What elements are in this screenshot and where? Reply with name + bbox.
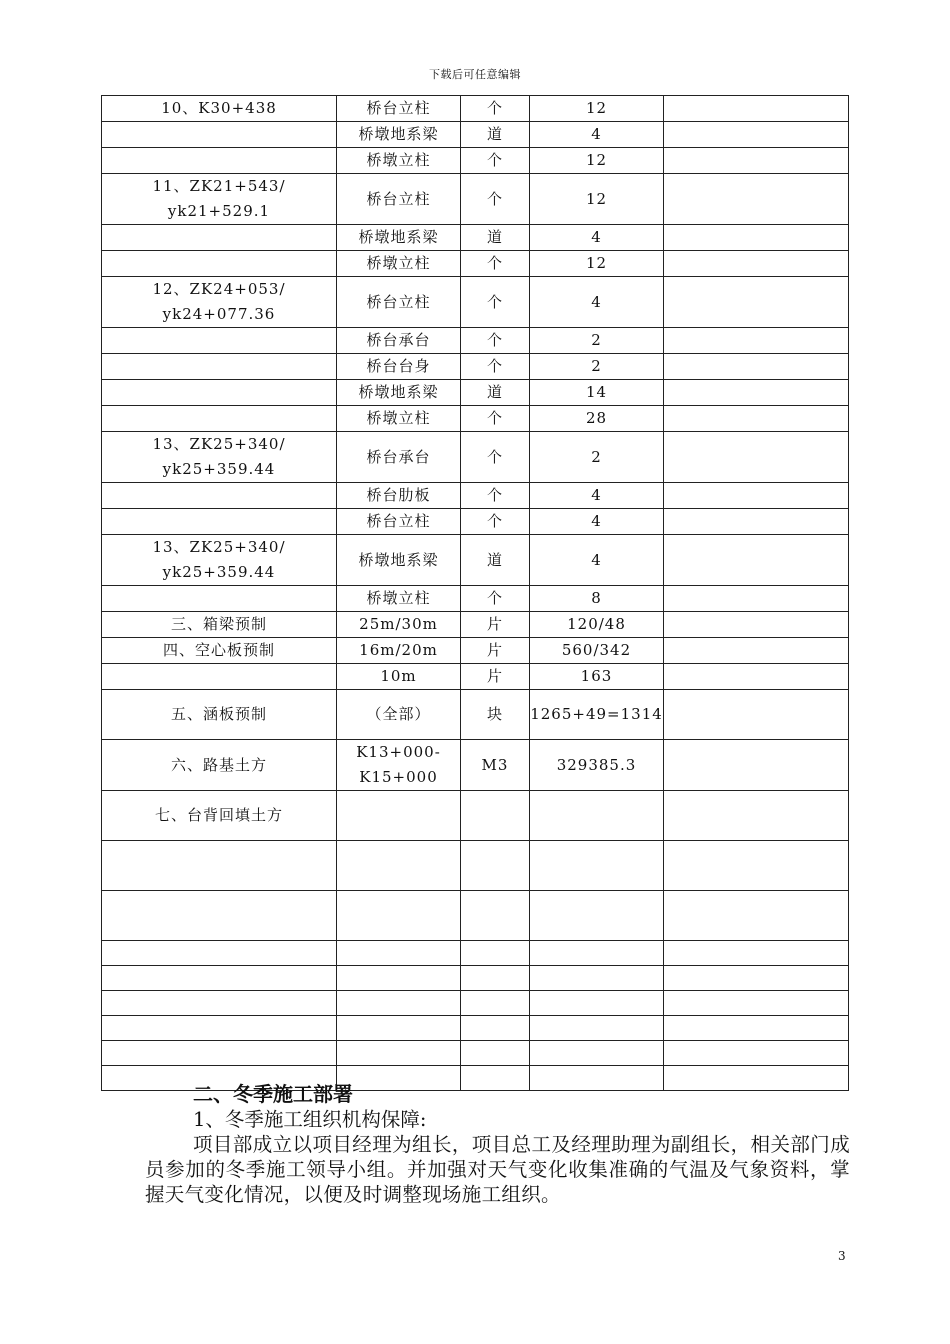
unit-cell: 道 <box>461 380 530 406</box>
quantity-cell: 12 <box>530 96 664 122</box>
quantity-cell: 4 <box>530 225 664 251</box>
table-row <box>102 638 849 664</box>
unit-cell: 个 <box>461 432 530 483</box>
unit-cell: 片 <box>461 612 530 638</box>
item-cell <box>102 328 337 354</box>
unit-cell <box>461 841 530 891</box>
table-row <box>102 406 849 432</box>
remark-cell <box>664 991 849 1016</box>
item-cell <box>102 354 337 380</box>
table-row <box>102 841 849 891</box>
quantity-cell: 163 <box>530 664 664 690</box>
remark-cell <box>664 690 849 740</box>
page-header-note: 下载后可任意编辑 <box>429 68 521 81</box>
table-row <box>102 380 849 406</box>
quantity-cell <box>530 841 664 891</box>
item-cell: 10、K30+438 <box>102 96 337 122</box>
table-row <box>102 740 849 791</box>
unit-cell: 块 <box>461 690 530 740</box>
remark-cell <box>664 1016 849 1041</box>
table-row <box>102 941 849 966</box>
remark-cell <box>664 225 849 251</box>
unit-cell: 个 <box>461 148 530 174</box>
unit-cell: 个 <box>461 96 530 122</box>
table-body <box>102 96 849 1091</box>
table-row <box>102 891 849 941</box>
component-cell: 桥台肋板 <box>337 483 461 509</box>
quantity-cell: 2 <box>530 328 664 354</box>
quantity-cell: 4 <box>530 277 664 328</box>
item-cell <box>102 1041 337 1066</box>
quantity-cell: 4 <box>530 509 664 535</box>
component-cell <box>337 966 461 991</box>
remark-cell <box>664 586 849 612</box>
remark-cell <box>664 328 849 354</box>
quantity-cell <box>530 1016 664 1041</box>
section-heading: 二、冬季施工部署 <box>193 1082 353 1106</box>
remark-cell <box>664 841 849 891</box>
item-cell <box>102 225 337 251</box>
item-cell: 11、ZK21+543/ yk21+529.1 <box>102 174 337 225</box>
component-cell <box>337 1041 461 1066</box>
remark-cell <box>664 277 849 328</box>
table-row <box>102 122 849 148</box>
unit-cell <box>461 1041 530 1066</box>
unit-cell: 个 <box>461 406 530 432</box>
item-cell <box>102 991 337 1016</box>
unit-cell: 个 <box>461 586 530 612</box>
item-cell <box>102 941 337 966</box>
item-cell <box>102 891 337 941</box>
component-cell: 桥墩地系梁 <box>337 225 461 251</box>
remark-cell <box>664 483 849 509</box>
table-row <box>102 148 849 174</box>
remark-cell <box>664 406 849 432</box>
component-cell: 25m/30m <box>337 612 461 638</box>
remark-cell <box>664 509 849 535</box>
quantity-cell: 2 <box>530 354 664 380</box>
item-cell: 六、路基土方 <box>102 740 337 791</box>
remark-cell <box>664 174 849 225</box>
table-row <box>102 328 849 354</box>
component-cell <box>337 941 461 966</box>
quantity-cell: 28 <box>530 406 664 432</box>
component-cell: 桥台立柱 <box>337 509 461 535</box>
component-cell: 桥台承台 <box>337 432 461 483</box>
table-row <box>102 690 849 740</box>
quantity-cell <box>530 1041 664 1066</box>
quantity-cell: 4 <box>530 535 664 586</box>
remark-cell <box>664 791 849 841</box>
component-cell: 桥墩地系梁 <box>337 535 461 586</box>
component-cell: 桥台立柱 <box>337 96 461 122</box>
component-cell <box>337 891 461 941</box>
table-row <box>102 509 849 535</box>
unit-cell: 个 <box>461 354 530 380</box>
component-cell <box>337 841 461 891</box>
construction-quantity-table <box>101 95 849 1091</box>
unit-cell: 个 <box>461 251 530 277</box>
quantity-cell: 2 <box>530 432 664 483</box>
table-row <box>102 586 849 612</box>
table-row <box>102 612 849 638</box>
unit-cell: 个 <box>461 277 530 328</box>
component-cell: 桥台立柱 <box>337 174 461 225</box>
item-cell: 13、ZK25+340/ yk25+359.44 <box>102 432 337 483</box>
unit-cell <box>461 966 530 991</box>
component-cell: 16m/20m <box>337 638 461 664</box>
item-cell <box>102 966 337 991</box>
sub-heading: 1、冬季施工组织机构保障: <box>193 1108 427 1131</box>
unit-cell: 个 <box>461 174 530 225</box>
item-cell <box>102 841 337 891</box>
item-cell: 七、台背回填土方 <box>102 791 337 841</box>
quantity-cell: 1265+49=1314 <box>530 690 664 740</box>
remark-cell <box>664 535 849 586</box>
quantity-cell: 560/342 <box>530 638 664 664</box>
table-row <box>102 354 849 380</box>
item-cell <box>102 406 337 432</box>
unit-cell <box>461 891 530 941</box>
body-paragraph: 项目部成立以项目经理为组长，项目总工及经理助理为副组长，相关部门成员参加的冬季施工领导小组。并加强对天气变化收集准确的气温及气象资料，掌握天气变化情况，以便及时调整现场施工组织。 <box>145 1133 850 1206</box>
component-cell: 桥台立柱 <box>337 277 461 328</box>
unit-cell: 道 <box>461 225 530 251</box>
component-cell: 桥墩立柱 <box>337 251 461 277</box>
component-cell: 桥墩地系梁 <box>337 380 461 406</box>
item-cell <box>102 122 337 148</box>
table-row <box>102 966 849 991</box>
table-row <box>102 483 849 509</box>
table-row <box>102 225 849 251</box>
unit-cell <box>461 791 530 841</box>
page-number: 3 <box>838 1249 846 1263</box>
component-cell <box>337 791 461 841</box>
table-row <box>102 991 849 1016</box>
table-row <box>102 174 849 225</box>
unit-cell: 片 <box>461 638 530 664</box>
table-row <box>102 251 849 277</box>
remark-cell <box>664 251 849 277</box>
unit-cell <box>461 941 530 966</box>
remark-cell <box>664 664 849 690</box>
unit-cell: 个 <box>461 509 530 535</box>
component-cell: 桥墩立柱 <box>337 586 461 612</box>
item-cell <box>102 586 337 612</box>
quantity-cell: 4 <box>530 483 664 509</box>
item-cell: 12、ZK24+053/ yk24+077.36 <box>102 277 337 328</box>
component-cell: 桥墩地系梁 <box>337 122 461 148</box>
quantity-cell <box>530 891 664 941</box>
item-cell <box>102 483 337 509</box>
table-row <box>102 664 849 690</box>
table-row <box>102 1016 849 1041</box>
remark-cell <box>664 638 849 664</box>
component-cell: （全部） <box>337 690 461 740</box>
remark-cell <box>664 966 849 991</box>
unit-cell: 片 <box>461 664 530 690</box>
quantity-cell: 120/48 <box>530 612 664 638</box>
remark-cell <box>664 740 849 791</box>
remark-cell <box>664 148 849 174</box>
unit-cell: 道 <box>461 535 530 586</box>
component-cell: 10m <box>337 664 461 690</box>
component-cell: K13+000- K15+000 <box>337 740 461 791</box>
item-cell: 三、箱梁预制 <box>102 612 337 638</box>
unit-cell <box>461 1016 530 1041</box>
remark-cell <box>664 612 849 638</box>
remark-cell <box>664 380 849 406</box>
item-cell <box>102 380 337 406</box>
unit-cell: 道 <box>461 122 530 148</box>
quantity-cell: 8 <box>530 586 664 612</box>
remark-cell <box>664 354 849 380</box>
unit-cell <box>461 991 530 1016</box>
item-cell <box>102 251 337 277</box>
remark-cell <box>664 891 849 941</box>
quantity-cell: 12 <box>530 251 664 277</box>
item-cell <box>102 148 337 174</box>
component-cell: 桥台台身 <box>337 354 461 380</box>
quantity-cell <box>530 966 664 991</box>
item-cell <box>102 1016 337 1041</box>
remark-cell <box>664 96 849 122</box>
remark-cell <box>664 122 849 148</box>
component-cell: 桥台承台 <box>337 328 461 354</box>
quantity-cell <box>530 991 664 1016</box>
quantity-cell: 14 <box>530 380 664 406</box>
unit-cell: M3 <box>461 740 530 791</box>
remark-cell <box>664 432 849 483</box>
component-cell <box>337 1016 461 1041</box>
table-row <box>102 1041 849 1066</box>
remark-cell <box>664 941 849 966</box>
table-row <box>102 432 849 483</box>
item-cell: 四、空心板预制 <box>102 638 337 664</box>
quantity-cell <box>530 791 664 841</box>
component-cell: 桥墩立柱 <box>337 406 461 432</box>
table-row <box>102 96 849 122</box>
quantity-cell: 12 <box>530 148 664 174</box>
item-cell <box>102 509 337 535</box>
unit-cell: 个 <box>461 328 530 354</box>
unit-cell: 个 <box>461 483 530 509</box>
item-cell: 13、ZK25+340/ yk25+359.44 <box>102 535 337 586</box>
remark-cell <box>664 1041 849 1066</box>
table-row <box>102 535 849 586</box>
quantity-cell: 329385.3 <box>530 740 664 791</box>
item-cell: 五、涵板预制 <box>102 690 337 740</box>
item-cell <box>102 664 337 690</box>
component-cell <box>337 991 461 1016</box>
table-row <box>102 791 849 841</box>
quantity-cell: 4 <box>530 122 664 148</box>
table-row <box>102 277 849 328</box>
component-cell: 桥墩立柱 <box>337 148 461 174</box>
quantity-cell: 12 <box>530 174 664 225</box>
quantity-cell <box>530 941 664 966</box>
